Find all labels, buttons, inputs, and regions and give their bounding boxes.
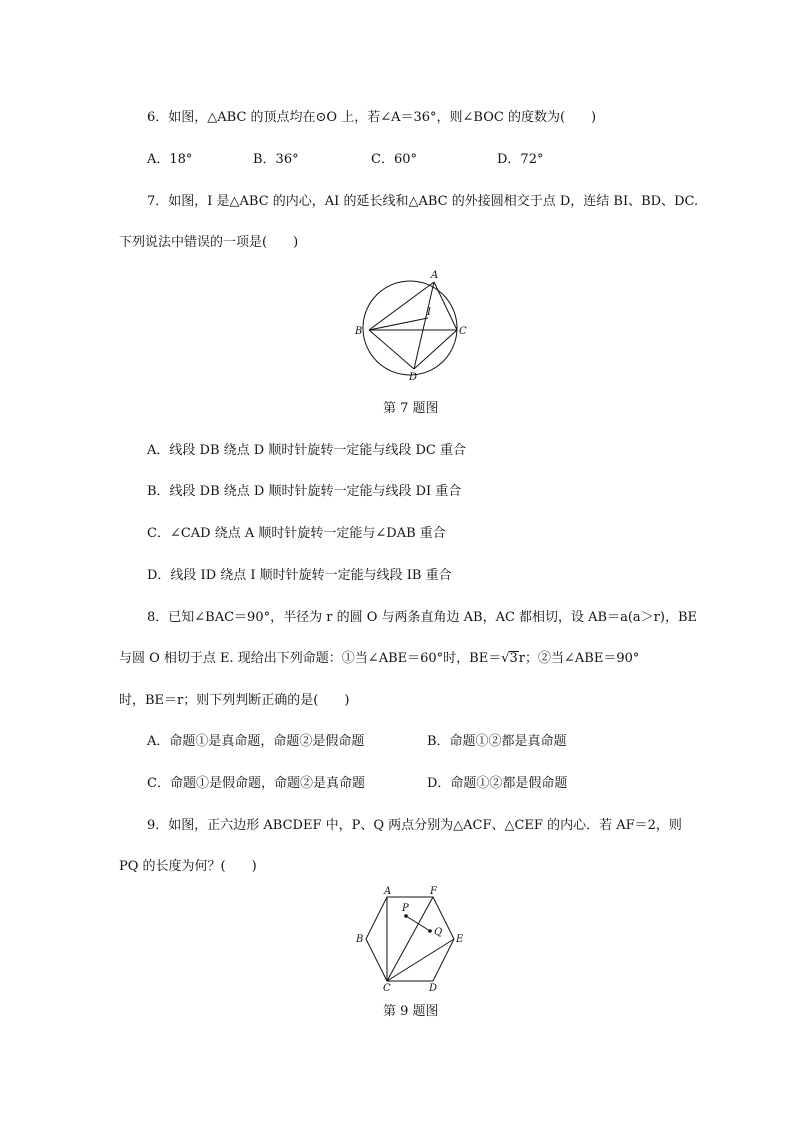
q9-label-p: P	[402, 903, 409, 914]
q9-label-c: C	[383, 983, 391, 994]
q8-option-c: C．命题①是假命题，命题②是真命题	[147, 776, 365, 791]
q7-segment-dc	[414, 330, 457, 369]
q6-option-c: C．60°	[371, 152, 417, 167]
q9-label-e: E	[456, 934, 464, 945]
q8-stem-line2	[119, 651, 639, 667]
q9-stem-line1: 9．如图，正六边形 ABCDEF 中，P、Q 两点分别为△ACF、△CEF 的内心．若 AF＝2，则	[147, 818, 682, 833]
q7-option-d: D．线段 ID 绕点 I 顺时针旋转一定能与线段 IB 重合	[147, 568, 452, 583]
q7-label-b: B	[355, 326, 363, 337]
q9-label-q: Q	[434, 927, 443, 938]
q7-segment-bd	[369, 330, 414, 369]
q6-option-a: A．18°	[147, 152, 193, 167]
q7-label-d: D	[409, 372, 418, 383]
q7-figure-caption: 第 7 题图	[383, 401, 439, 416]
q6-stem: 6．如图，△ABC 的顶点均在⊙O 上，若∠A＝36°，则∠BOC 的度数为( )	[147, 110, 597, 125]
q7-option-b: B．线段 DB 绕点 D 顺时针旋转一定能与线段 DI 重合	[147, 484, 462, 499]
q7-label-i: I	[427, 307, 431, 318]
q7-option-a: A．线段 DB 绕点 D 顺时针旋转一定能与线段 DC 重合	[147, 443, 466, 458]
q8-stem-line3: 时，BE＝r；则下列判断正确的是( )	[119, 693, 350, 708]
q8-stem-line1: 8．已知∠BAC＝90°，半径为 r 的圆 O 与两条直角边 AB，AC 都相切，设 AB＝a(a＞r)，BE	[147, 610, 698, 625]
q7-option-c: C．∠CAD 绕点 A 顺时针旋转一定能与∠DAB 重合	[147, 526, 446, 541]
q9-figure	[345, 884, 475, 994]
q9-label-f: F	[430, 886, 437, 897]
q9-point-q	[428, 929, 432, 933]
q9-figure-caption: 第 9 题图	[383, 1004, 439, 1019]
q9-label-d: D	[429, 983, 438, 994]
q8-stem-line2-after: r；②当∠ABE＝90°	[518, 651, 640, 666]
q7-stem-line2: 下列说法中错误的一项是( )	[119, 235, 299, 250]
q7-segment-ac	[434, 282, 457, 330]
q8-option-b: B．命题①②都是真命题	[427, 734, 567, 749]
q6-option-b: B．36°	[253, 152, 299, 167]
q7-stem-line1: 7．如图，I 是△ABC 的内心，AI 的延长线和△ABC 的外接圆相交于点 D，连结 BI、BD、DC.	[147, 194, 699, 209]
q6-option-d: D．72°	[497, 152, 544, 167]
q9-label-a: A	[384, 886, 392, 897]
q8-sqrt-sign: √	[501, 651, 510, 666]
q8-sqrt-radicand: 3	[509, 651, 518, 666]
q8-option-d: D．命题①②都是假命题	[427, 776, 568, 791]
q9-segment-pq	[406, 916, 430, 931]
q9-segment-cf	[387, 897, 433, 981]
q8-stem-line2-before: 与圆 O 相切于点 E. 现给出下列命题：①当∠ABE＝60°时，BE＝	[119, 651, 502, 666]
q9-stem-line2: PQ 的长度为何？( )	[119, 859, 257, 874]
q7-figure	[350, 268, 470, 383]
q8-option-a: A．命题①是真命题，命题②是假命题	[147, 734, 365, 749]
q9-label-b: B	[356, 934, 364, 945]
q9-point-p	[404, 914, 408, 918]
q7-label-a: A	[431, 270, 439, 281]
q7-label-c: C	[459, 326, 467, 337]
